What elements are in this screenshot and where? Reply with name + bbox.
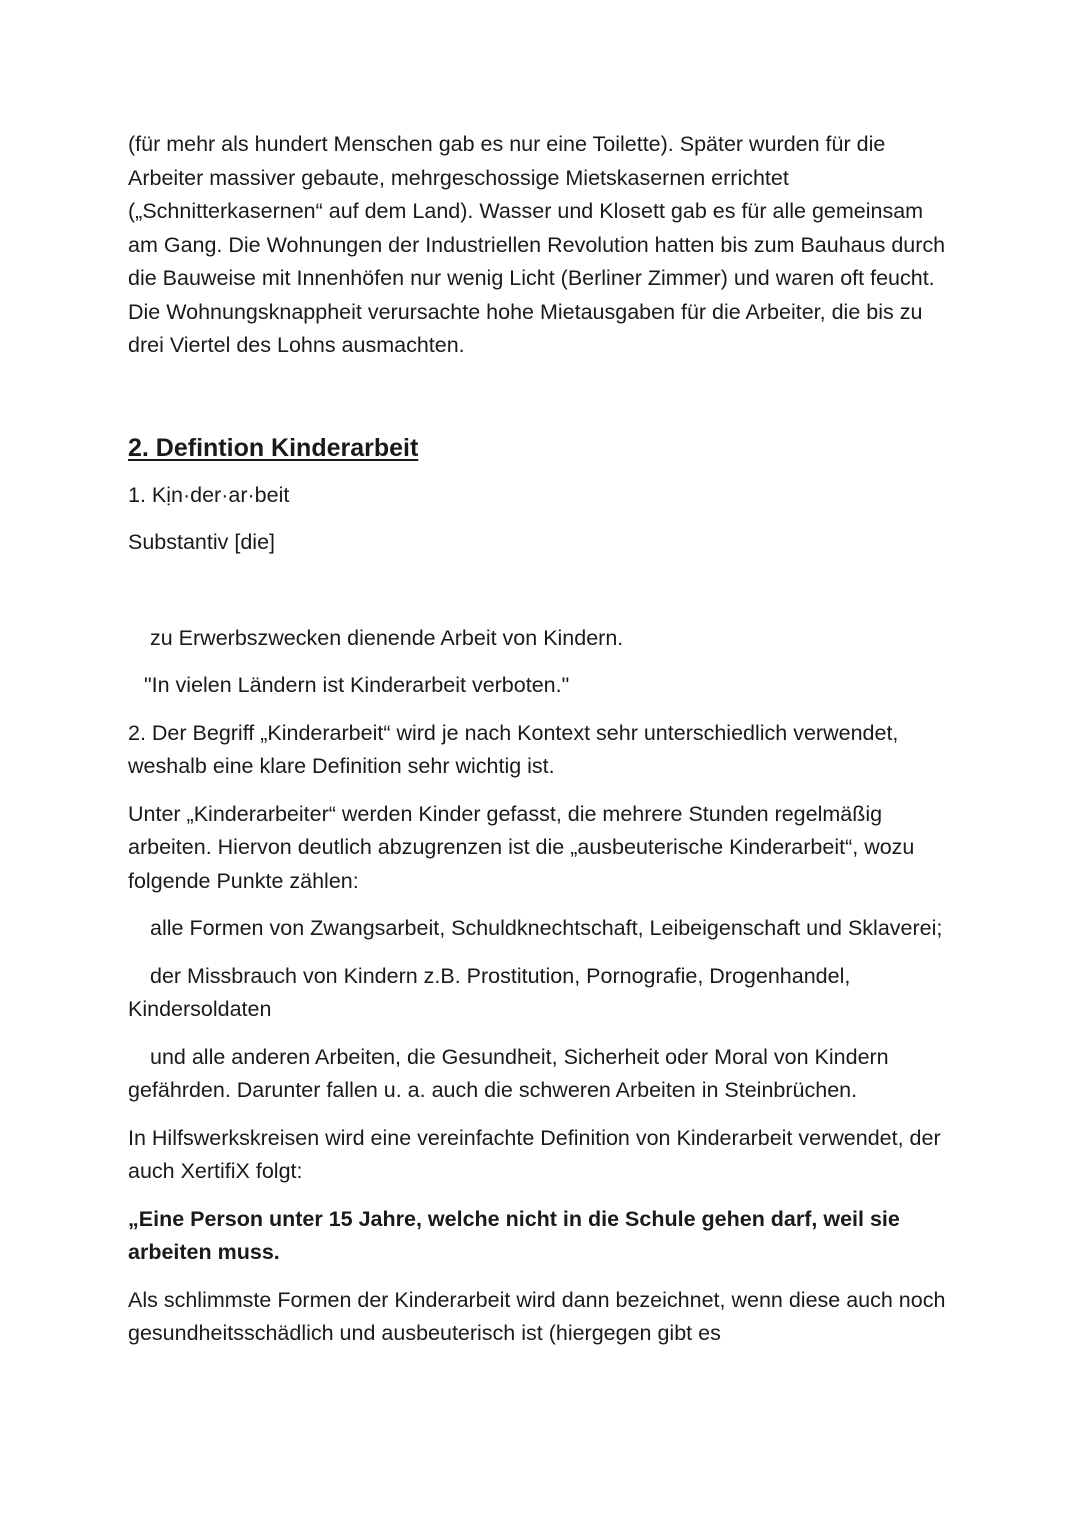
entry-word: 1. Kịn·der·ar·beit: [128, 482, 290, 507]
definition-point-2: 2. Der Begriff „Kinderarbeit“ wird je nach Kontext sehr unterschiedlich verwendet, weshalb eine klare Definition sehr wichtig ist.: [128, 720, 899, 778]
simplified-definition: In Hilfswerkskreisen wird eine vereinfachte Definition von Kinderarbeit verwendet, der auch XertifiX folgt:: [128, 1125, 941, 1183]
definition-quote: „Eine Person unter 15 Jahre, welche nicht in die Schule gehen darf, weil sie arbeiten muss.: [128, 1206, 900, 1264]
workers-paragraph: Unter „Kinderarbeiter“ werden Kinder gefasst, die mehrere Stunden regelmäßig arbeiten. Hiervon deutlich abzugrenzen ist die „ausbeuterische Kinderarbeit“, wozu folgende Punkte zählen:: [128, 801, 915, 893]
worst-forms-paragraph: Als schlimmste Formen der Kinderarbeit wird dann bezeichnet, wenn diese auch noch gesundheitsschädlich und ausbeuterisch ist (hiergegen gibt es: [128, 1287, 946, 1345]
list-item: alle Formen von Zwangsarbeit, Schuldknechtschaft, Leibeigenschaft und Sklaverei;: [150, 916, 943, 940]
section-heading: 2. Defintion Kinderarbeit: [128, 433, 419, 462]
intro-paragraph: (für mehr als hundert Menschen gab es nur eine Toilette). Später wurden für die Arbeiter massiver gebaute, mehrgeschossige Mietskasernen errichtet („Schnitterkasernen“ auf dem Land). Wasser und Klosett gab es für alle gemeinsam am Gang. Die Wohnungen der Industriellen Revolution hatten bis zum Bauhaus durch die Bauweise mit Innenhöfen nur wenig Licht (Berliner Zimmer) und waren oft feucht. Die Wohnungsknappheit verursachte hohe Mietausgaben für die Arbeiter, die bis zu drei Viertel des Lohns ausmachten.: [128, 132, 946, 357]
word-class: Substantiv [die]: [128, 530, 276, 554]
list-item: und alle anderen Arbeiten, die Gesundheit, Sicherheit oder Moral von Kindern gefährden. Darunter fallen u. a. auch die schweren Arbeiten in Steinbrüchen.: [128, 1044, 889, 1102]
example-sentence: "In vielen Ländern ist Kinderarbeit verboten.": [144, 673, 570, 697]
meaning-text: zu Erwerbszwecken dienende Arbeit von Kindern.: [150, 625, 624, 650]
list-item: der Missbrauch von Kindern z.B. Prostitution, Pornografie, Drogenhandel, Kindersoldaten: [128, 963, 851, 1021]
document-page: [128, 128, 948, 1351]
